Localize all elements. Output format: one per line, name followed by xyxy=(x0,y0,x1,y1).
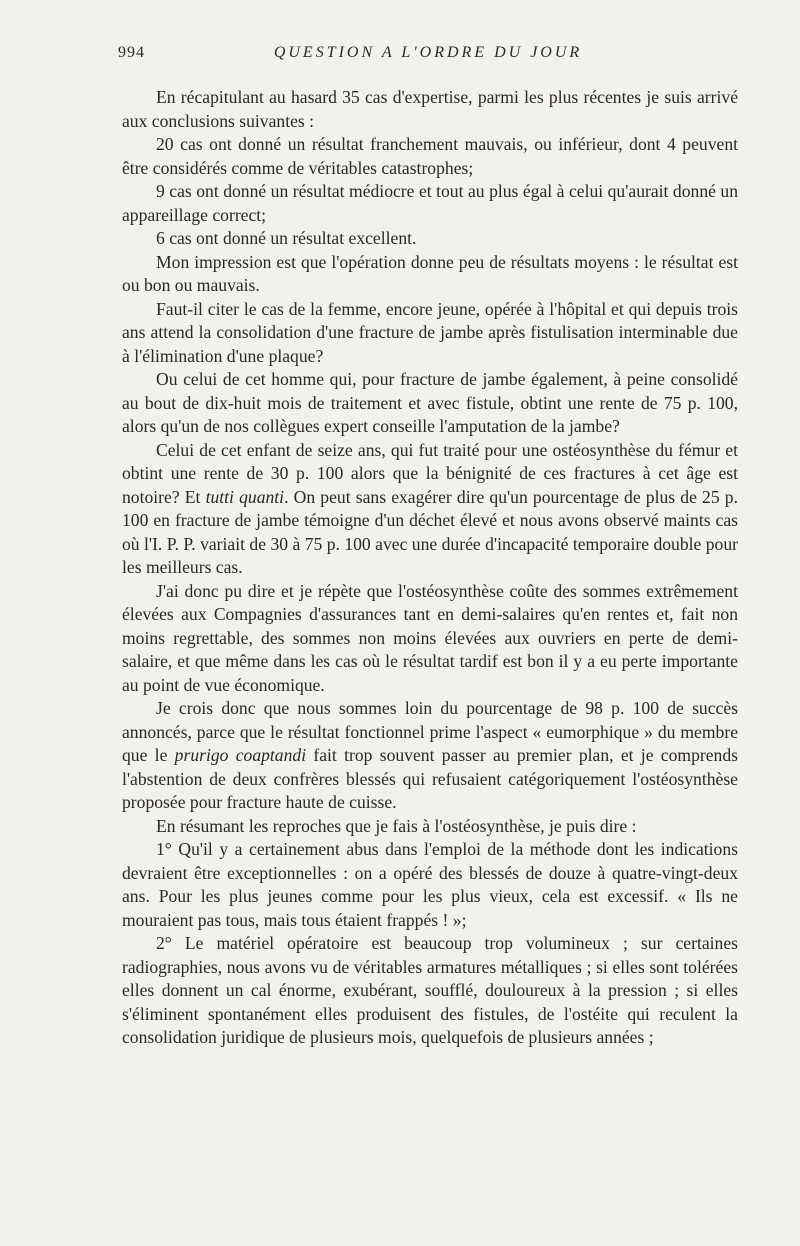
paragraph xyxy=(122,439,738,580)
paragraph-text: Je crois donc que nous sommes loin du pourcentage de 98 p. 100 de succès annoncés, parce que le résultat fonctionnel prime l'aspect « eumorphique » du membre que le xyxy=(122,698,738,765)
running-title: QUESTION A L'ORDRE DU JOUR xyxy=(273,44,583,61)
paragraph-text: . On peut sans exagérer dire qu'un pourcentage de plus de 25 p. 100 en fracture de jambe témoigne d'un déchet élevé et nous avons observé maints cas où l'I. P. P. variait de 30 à 75 p. 100 avec une durée d'incapacité temporaire double pour les meilleurs cas. xyxy=(122,486,739,577)
paragraph-text: fait trop souvent passer au premier plan, et je comprends l'abstention de deux confrères blessés qui refusaient catégoriquement l'ostéosynthèse proposée pour fracture haute de cuisse. xyxy=(122,745,738,812)
paragraph: 20 cas ont donné un résultat franchement mauvais, ou inférieur, dont 4 peuvent être considérés comme de véritables catastrophes; xyxy=(122,134,738,178)
paragraph: En récapitulant au hasard 35 cas d'expertise, parmi les plus récentes je suis arrivé aux conclusions suivantes : xyxy=(122,87,738,131)
paragraph: 6 cas ont donné un résultat excellent. xyxy=(156,228,417,248)
paragraph: 1° Qu'il y a certainement abus dans l'emploi de la méthode dont les indications devraient être exceptionnelles : on a opéré des blessés de douze à quatre-vingt-deux ans. Pour les plus jeunes comme pour les plus vieux, cela est excessif. « Ils ne mouraient pas tous, mais tous étaient frappés ! »; xyxy=(122,839,738,930)
paragraph xyxy=(122,697,738,815)
paragraph: Faut-il citer le cas de la femme, encore jeune, opérée à l'hôpital et qui depuis trois ans attend la consolidation d'une fracture de jambe après fistulisation interminable due à l'élimination d'une plaque? xyxy=(122,298,738,366)
paragraph: En résumant les reproches que je fais à l'ostéosynthèse, je puis dire : xyxy=(156,815,637,836)
paragraph: 9 cas ont donné un résultat médiocre et tout au plus égal à celui qu'aurait donné un appareillage correct; xyxy=(122,181,738,225)
paragraph-text: Celui de cet enfant de seize ans, qui fut traité pour une ostéosynthèse du fémur et obtint une rente de 30 p. 100 alors que la bénignité de ces fractures à cet âge est notoire? Et xyxy=(122,439,738,507)
paragraph: Mon impression est que l'opération donne peu de résultats moyens : le résultat est ou bon ou mauvais. xyxy=(122,251,738,295)
italic-phrase: prurigo coaptandi xyxy=(174,745,307,765)
page-header xyxy=(118,44,738,66)
body-text xyxy=(122,86,738,1050)
paragraph: J'ai donc pu dire et je répète que l'ostéosynthèse coûte des sommes extrêmement élevées aux Compagnies d'assurances tant en demi-salaires qu'en rentes et, fait non moins regrettable, des sommes non moins élevées aux ouvriers en perte de demi-salaire, et que même dans les cas où le résultat tardif est bon il y a eu perte importante au point de vue économique. xyxy=(122,580,738,695)
page-number: 994 xyxy=(118,44,145,61)
paragraph: 2° Le matériel opératoire est beaucoup trop volumineux ; sur certaines radiographies, nous avons vu de véritables armatures métalliques ; si elles sont tolérées elles donnent un cal énorme, exubérant, soufflé, douloureux à la pression ; si elles s'éliminent spontanément elles produisent des fistules, de l'ostéite qui reculent la consolidation juridique de plusieurs mois, quelquefois de plusieurs années ; xyxy=(122,933,738,1047)
paragraph: Ou celui de cet homme qui, pour fracture de jambe également, à peine consolidé au bout de dix-huit mois de traitement et avec fistule, obtint une rente de 75 p. 100, alors qu'un de nos collègues expert conseille l'amputation de la jambe? xyxy=(122,369,738,436)
italic-phrase: tutti quanti xyxy=(205,486,285,507)
